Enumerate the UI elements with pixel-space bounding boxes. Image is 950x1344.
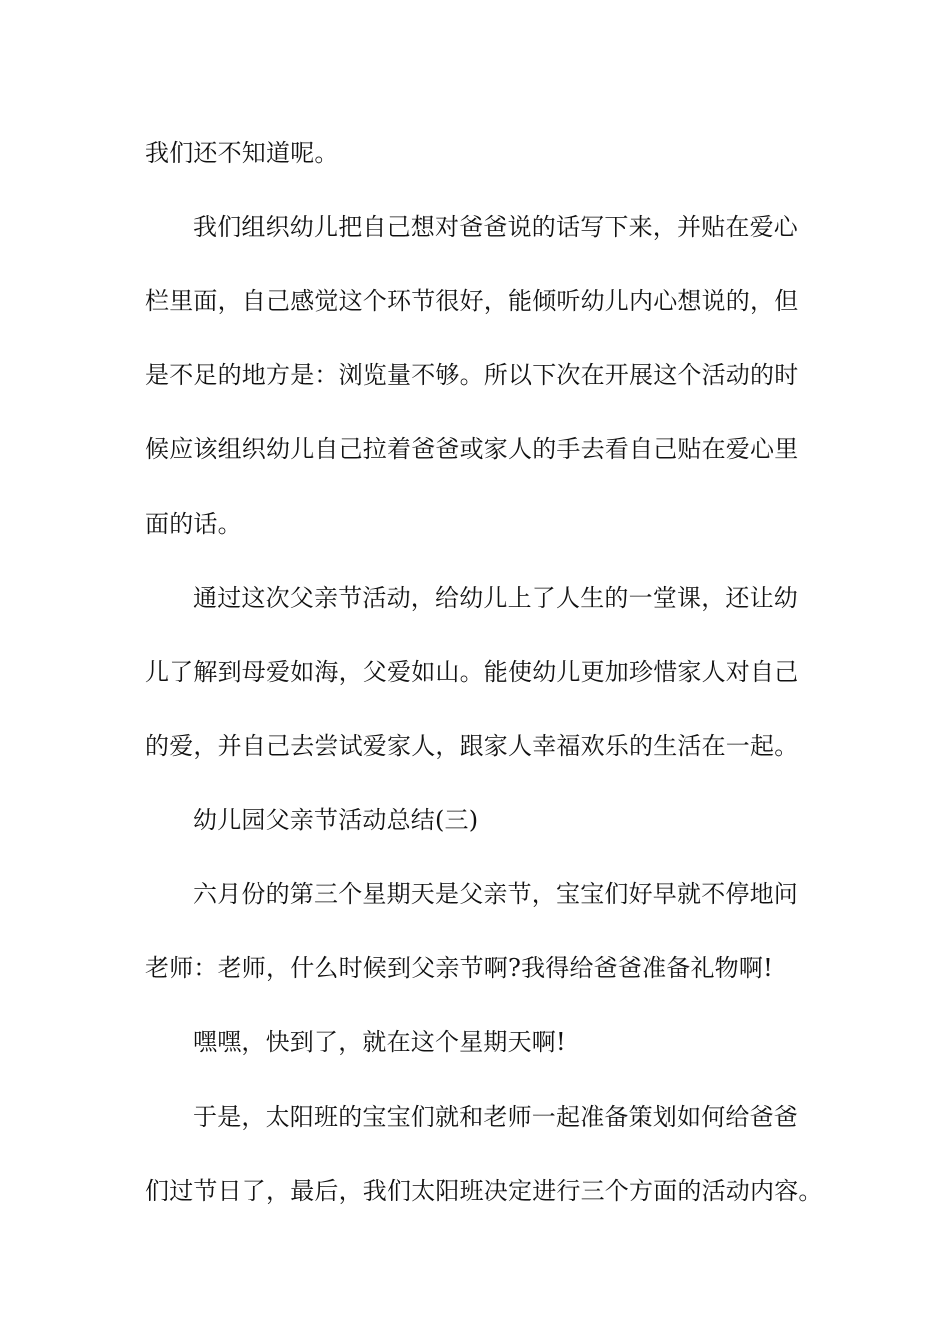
paragraph-start: 于是，太阳班的宝宝们就和老师一起准备策划如何给爸爸 bbox=[193, 1103, 798, 1131]
section-heading: 幼儿园父亲节活动总结(三) bbox=[193, 806, 479, 834]
paragraph-start: 通过这次父亲节活动，给幼儿上了人生的一堂课，还让幼 bbox=[193, 584, 798, 612]
text-line: 栏里面，自己感觉这个环节很好，能倾听幼儿内心想说的，但 bbox=[145, 287, 799, 315]
text-line: 是不足的地方是：浏览量不够。所以下次在开展这个活动的时 bbox=[145, 361, 799, 389]
paragraph-start: 我们组织幼儿把自己想对爸爸说的话写下来，并贴在爱心 bbox=[193, 213, 798, 241]
text-line: 的爱，并自己去尝试爱家人，跟家人幸福欢乐的生活在一起。 bbox=[145, 732, 799, 760]
text-line: 候应该组织幼儿自己拉着爸爸或家人的手去看自己贴在爱心里 bbox=[145, 435, 799, 463]
text-line: 儿了解到母爱如海，父爱如山。能使幼儿更加珍惜家人对自己 bbox=[145, 658, 799, 686]
text-line: 老师：老师，什么时候到父亲节啊?我得给爸爸准备礼物啊! bbox=[145, 954, 773, 982]
paragraph-start: 六月份的第三个星期天是父亲节，宝宝们好早就不停地问 bbox=[193, 880, 798, 908]
text-line: 们过节日了，最后，我们太阳班决定进行三个方面的活动内容。 bbox=[145, 1177, 823, 1205]
text-line: 面的话。 bbox=[145, 510, 242, 538]
paragraph-start: 嘿嘿，快到了，就在这个星期天啊! bbox=[193, 1028, 566, 1056]
text-line: 我们还不知道呢。 bbox=[145, 139, 339, 167]
